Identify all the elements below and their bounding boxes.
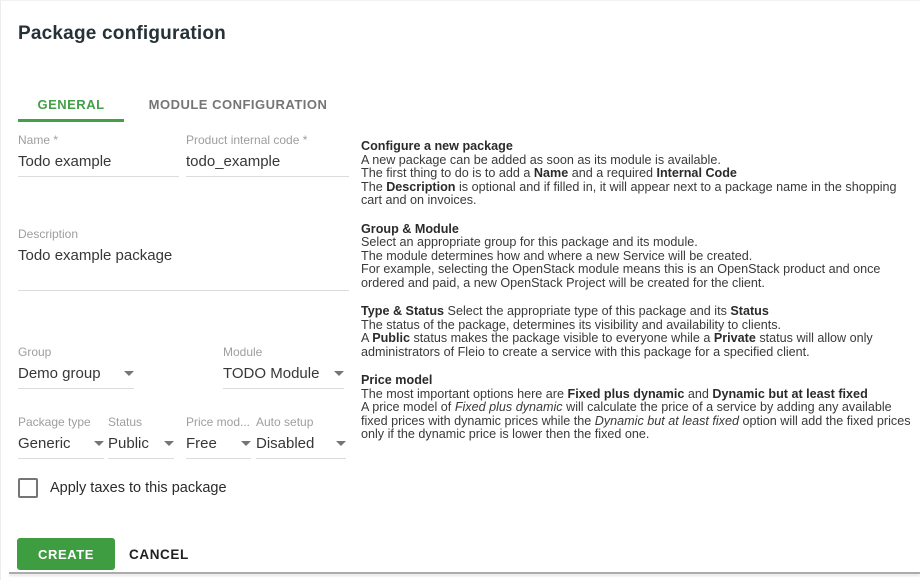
auto-setup-select[interactable] xyxy=(256,415,346,459)
apply-taxes-row xyxy=(18,478,227,498)
help-section: Type & Status Select the appropriate type of this package and its Status The status of the package, determines its visibility and availability to clients. A Public status makes the package visible to everyone while a Private status will allow only administrators of Fleio to create a service with this package for a specified client. xyxy=(361,304,873,359)
name-field-value: Todo example xyxy=(18,153,112,170)
name-field[interactable] xyxy=(18,133,179,177)
group-select-label: Group xyxy=(18,345,52,359)
tab-bar xyxy=(18,89,352,122)
chevron-down-icon xyxy=(241,441,251,446)
tab-general[interactable]: GENERAL xyxy=(18,89,124,122)
cancel-button[interactable]: CANCEL xyxy=(125,538,193,570)
help-section: Price model The most important options here are Fixed plus dynamic and Dynamic but at least fixed A price model of Fixed plus dynamic will calculate the price of a service by adding any available fixed prices with dynamic prices while the Dynamic but at least fixed option will add the fixed prices only if the dynamic price is lower then the fixed one. xyxy=(361,373,911,441)
price-model-value: Free xyxy=(186,435,217,452)
apply-taxes-label: Apply taxes to this package xyxy=(50,480,227,496)
chevron-down-icon xyxy=(94,441,104,446)
description-field-label: Description xyxy=(18,227,79,241)
auto-setup-value: Disabled xyxy=(256,435,315,452)
module-select[interactable] xyxy=(223,345,344,389)
dialog-bottom-divider xyxy=(9,572,920,574)
package-type-label: Package type xyxy=(18,415,91,429)
package-type-select[interactable] xyxy=(18,415,104,459)
product-internal-code-field[interactable] xyxy=(186,133,349,177)
page-title: Package configuration xyxy=(18,23,226,44)
apply-taxes-checkbox[interactable] xyxy=(18,478,38,498)
group-select-value: Demo group xyxy=(18,365,101,382)
chevron-down-icon xyxy=(164,441,174,446)
help-section: Configure a new package A new package can be added as soon as its module is available. The first thing to do is to add a Name and a required Internal Code The Description is optional and if filled in, it will appear next to a package name in the shopping cart and on invoices. xyxy=(361,139,897,207)
module-select-label: Module xyxy=(223,345,263,359)
package-type-value: Generic xyxy=(18,435,71,452)
module-select-value: TODO Module xyxy=(223,365,320,382)
create-button[interactable]: CREATE xyxy=(17,538,115,570)
status-select-value: Public xyxy=(108,435,149,452)
price-model-select[interactable] xyxy=(186,415,251,459)
price-model-label: Price mod... xyxy=(186,415,251,429)
description-field[interactable] xyxy=(18,227,349,291)
description-field-value: Todo example package xyxy=(18,247,173,264)
status-select[interactable] xyxy=(108,415,174,459)
help-section: Group & Module Select an appropriate group for this package and its module. The module determines how and where a new Service will be created. For example, selecting the OpenStack module means this is an OpenStack product and once ordered and paid, a new OpenStack Project will be created for the client. xyxy=(361,221,881,290)
group-select[interactable] xyxy=(18,345,134,389)
status-select-label: Status xyxy=(108,415,143,429)
tab-module-configuration[interactable]: MODULE CONFIGURATION xyxy=(148,96,328,112)
product-internal-code-value: todo_example xyxy=(186,153,281,170)
auto-setup-label: Auto setup xyxy=(256,415,314,429)
product-internal-code-label: Product internal code * xyxy=(186,133,308,147)
chevron-down-icon xyxy=(334,371,344,376)
help-panel xyxy=(361,140,913,457)
chevron-down-icon xyxy=(336,441,346,446)
name-field-label: Name * xyxy=(18,133,59,147)
chevron-down-icon xyxy=(124,371,134,376)
